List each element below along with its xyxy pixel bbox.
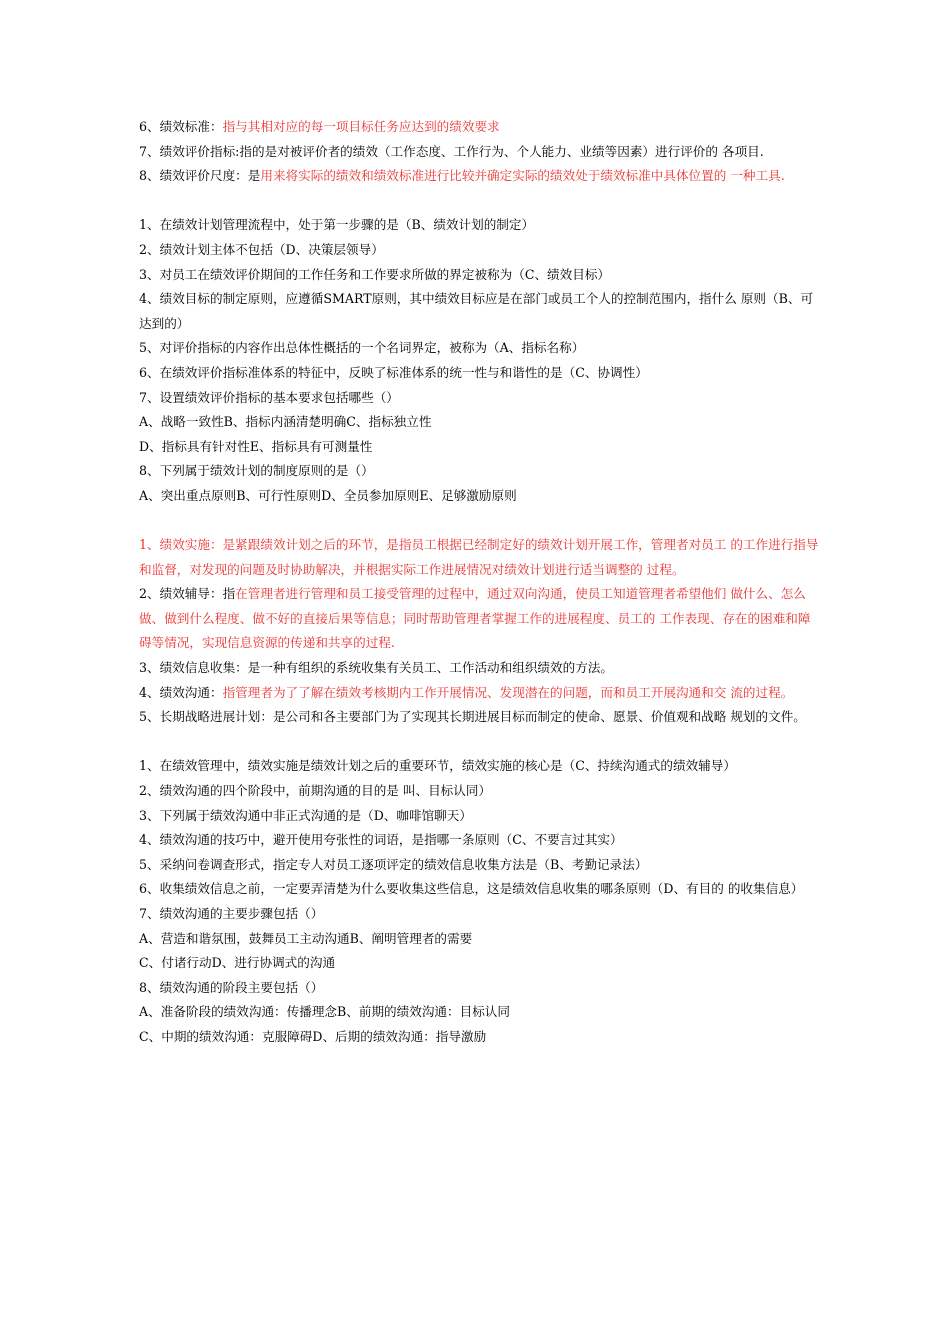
paragraph: [139, 115, 822, 140]
paragraph: [139, 976, 822, 1001]
text-run: 7、绩效沟通的主要步骤包括（）: [139, 906, 324, 921]
text-run: 8、绩效沟通的阶段主要包括（）: [139, 979, 324, 995]
text-run: A、准备阶段的绩效沟通：传播理念B、前期的绩效沟通：目标认同: [139, 1004, 510, 1020]
text-run: 4、绩效沟通的技巧中，避开使用夸张性的词语，是指哪一条原则（C、不要言过其实）: [139, 832, 623, 848]
paragraph: [139, 656, 822, 681]
text-run: C、中期的绩效沟通：克服障碍D、后期的绩效沟通：指导激励: [139, 1028, 487, 1044]
text-run: A、战略一致性B、指标内涵清楚明确C、指标独立性: [139, 414, 432, 430]
section-definitions-2: [139, 533, 822, 730]
paragraph: [139, 951, 822, 976]
text-run: 4、绩效目标的制定原则，应遵循SMART原则，其中绩效目标应是在部门或员工个人的控制范围内，指什么 原则（B、可达到的）: [139, 291, 814, 331]
text-run: 5、长期战略进展计划：是公司和各主要部门为了实现其长期进展目标而制定的使命、愿景、价值观和战略 规划的文件。: [139, 709, 806, 725]
text-run: 6、收集绩效信息之前，一定要弄清楚为什么要收集这些信息，这是绩效信息收集的哪条原则（D、有目的 的收集信息）: [139, 881, 804, 897]
paragraph: [139, 361, 822, 386]
section-gap: [139, 189, 822, 214]
paragraph: [139, 1025, 822, 1050]
text-run: 7、绩效评价指标:指的是对被评价者的绩效（工作态度、工作行为、个人能力、业绩等因素）进行评价的 各项目.: [139, 143, 764, 159]
text-run: 1、在绩效管理中，绩效实施是绩效计划之后的重要环节，绩效实施的核心是（C、持续沟通式的绩效辅导）: [139, 758, 736, 774]
paragraph: [139, 410, 822, 435]
paragraph: [139, 902, 822, 927]
paragraph: [139, 140, 822, 165]
paragraph: [139, 877, 822, 902]
paragraph: [139, 263, 822, 288]
highlighted-text: 在管理者进行管理和员工接受管理的过程中，通过双向沟通，使员工知道管理者希望他们 做什么、怎么做、做到什么程度、做不好的直接后果等信息；同时帮助管理者掌握工作的进展程度、员工的 工作表现、存在的困难和障碍等情况，实现信息资源的传递和共享的过程.: [139, 586, 811, 651]
highlighted-text: 指与其相对应的每一项目标任务应达到的绩效要求: [222, 119, 500, 134]
text-run: 2、绩效沟通的四个阶段中，前期沟通的目的是 叫、目标认同）: [139, 783, 492, 799]
paragraph: [139, 1000, 822, 1025]
text-run: 4、绩效沟通：: [139, 684, 223, 700]
text-run: 8、绩效评价尺度：是: [139, 168, 261, 184]
paragraph: [139, 459, 822, 484]
text-run: C、付诸行动D、进行协调式的沟通: [139, 955, 336, 971]
text-run: 6、绩效标准：: [139, 119, 223, 134]
paragraph: [139, 484, 822, 509]
section-questions-2: [139, 754, 822, 1049]
paragraph: [139, 705, 822, 730]
paragraph: [139, 164, 822, 189]
paragraph: [139, 336, 822, 361]
paragraph: [139, 828, 822, 853]
paragraph: [139, 681, 822, 706]
text-run: 8、下列属于绩效计划的制度原则的是（）: [139, 463, 374, 479]
text-run: 5、采纳问卷调查形式，指定专人对员工逐项评定的绩效信息收集方法是（B、考勤记录法）: [139, 856, 648, 872]
text-run: A、营造和谐氛围，鼓舞员工主动沟通B、阐明管理者的需要: [139, 930, 473, 946]
text-run: 1、在绩效计划管理流程中，处于第一步骤的是（B、绩效计划的制定）: [139, 217, 535, 233]
highlighted-text: 1、绩效实施：: [139, 537, 223, 553]
section-gap: [139, 509, 822, 534]
text-run: 2、绩效辅导：指: [139, 586, 236, 602]
paragraph: [139, 287, 822, 336]
paragraph: [139, 386, 822, 411]
text-run: 6、在绩效评价指标准体系的特征中，反映了标准体系的统一性与和谐性的是（C、协调性）: [139, 364, 648, 380]
highlighted-text: 用来将实际的绩效和绩效标准进行比较并确定实际的绩效处于绩效标准中具体位置的 一种工具.: [260, 168, 785, 184]
text-run: 3、绩效信息收集：是一种有组织的系统收集有关员工、工作活动和组织绩效的方法。: [139, 660, 613, 676]
paragraph: [139, 927, 822, 952]
section-questions-1: [139, 213, 822, 508]
paragraph: [139, 779, 822, 804]
paragraph: [139, 582, 822, 656]
highlighted-text: 指管理者为了了解在绩效考核期内工作开展情况、发现潜在的问题，而和员工开展沟通和交 流的过程。: [222, 684, 794, 700]
paragraph: [139, 533, 822, 582]
paragraph: [139, 213, 822, 238]
text-run: 2、绩效计划主体不包括（D、决策层领导）: [139, 241, 384, 257]
section-gap: [139, 730, 822, 755]
highlighted-text: 是紧跟绩效计划之后的环节，是指员工根据已经制定好的绩效计划开展工作，管理者对员工 的工作进行指导和监督，对发现的问题及时协助解决，并根据实际工作进展情况对绩效计划进行适当调整的 过程。: [139, 537, 819, 577]
paragraph: [139, 853, 822, 878]
paragraph: [139, 754, 822, 779]
text-run: A、突出重点原则B、可行性原则D、全员参加原则E、足够激励原则: [139, 487, 517, 503]
text-run: 7、设置绩效评价指标的基本要求包括哪些（）: [139, 389, 399, 405]
text-run: 3、下列属于绩效沟通中非正式沟通的是（D、咖啡馆聊天）: [139, 807, 472, 823]
text-run: 5、对评价指标的内容作出总体性概括的一个名词界定，被称为（A、指标名称）: [139, 340, 585, 356]
paragraph: [139, 238, 822, 263]
paragraph: [139, 804, 822, 829]
text-run: D、指标具有针对性E、指标具有可测量性: [139, 438, 373, 454]
section-definitions-1: [139, 115, 822, 189]
text-run: 3、对员工在绩效评价期间的工作任务和工作要求所做的界定被称为（C、绩效目标）: [139, 266, 611, 282]
paragraph: [139, 435, 822, 460]
